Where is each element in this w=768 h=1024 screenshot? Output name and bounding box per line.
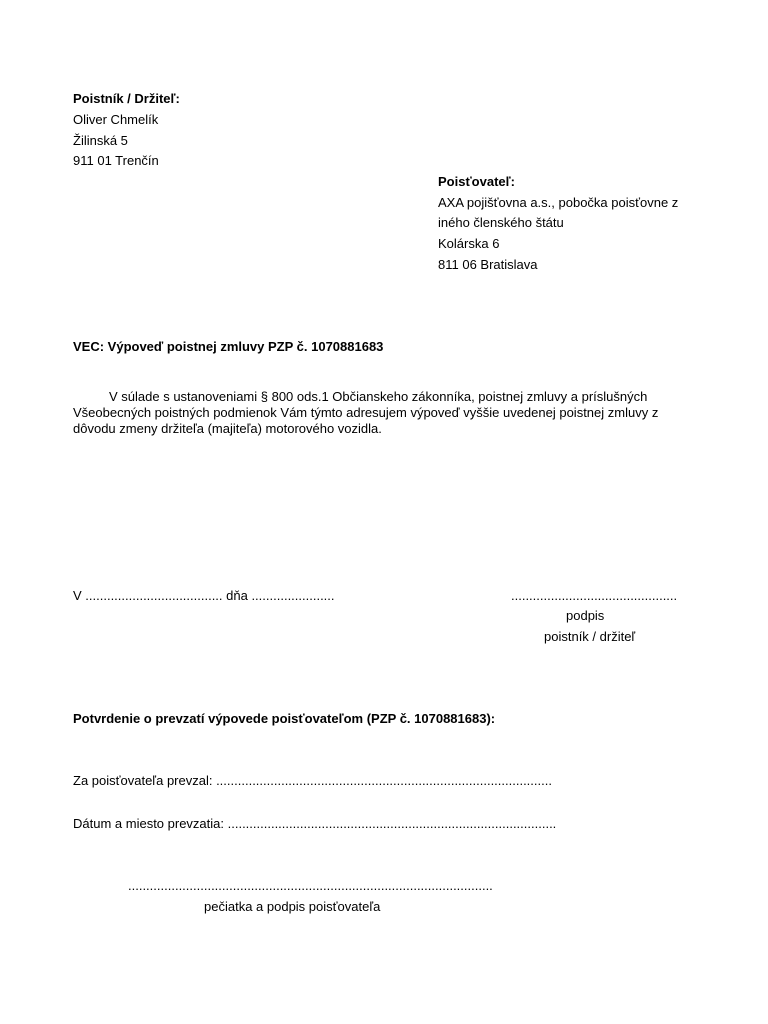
received-by-line: Za poisťovateľa prevzal: ............................................................................................. [73, 773, 552, 788]
policyholder-city: 911 01 Trenčín [73, 153, 159, 168]
insurer-line1: AXA pojišťovna a.s., pobočka poisťovne z [438, 195, 679, 210]
insurer-label: Poisťovateľ: [438, 174, 515, 189]
signature-role: poistník / držiteľ [544, 629, 636, 644]
policyholder-street: Žilinská 5 [73, 133, 128, 148]
subject-heading: VEC: Výpoveď poistnej zmluvy PZP č. 1070881683 [73, 339, 384, 354]
insurer-street: Kolárska 6 [438, 236, 500, 251]
body-line-2: Všeobecných poistných podmienok Vám týmto adresujem výpoveď vyššie uvedenej poistnej zmluvy z [73, 405, 659, 420]
signature-line: .............................................. [511, 588, 678, 603]
stamp-line: ..................................................................................................... [128, 878, 493, 893]
body-line-3: dôvodu zmeny držiteľa (majiteľa) motorového vozidla. [73, 421, 382, 436]
place-date-line: V ...................................... dňa ....................... [73, 588, 335, 603]
insurer-line2: iného členského štátu [438, 215, 564, 230]
insurer-city: 811 06 Bratislava [438, 257, 538, 272]
policyholder-label: Poistník / Držiteľ: [73, 91, 180, 106]
date-place-line: Dátum a miesto prevzatia: ........................................................................................... [73, 816, 557, 831]
body-paragraph [73, 389, 693, 437]
stamp-label: pečiatka a podpis poisťovateľa [204, 899, 381, 914]
confirmation-heading: Potvrdenie o prevzatí výpovede poisťovateľom (PZP č. 1070881683): [73, 711, 496, 726]
policyholder-name: Oliver Chmelík [73, 112, 159, 127]
body-line-1: V súlade s ustanoveniami § 800 ods.1 Občianskeho zákonníka, poistnej zmluvy a príslušných [109, 389, 648, 404]
signature-label: podpis [566, 608, 605, 623]
